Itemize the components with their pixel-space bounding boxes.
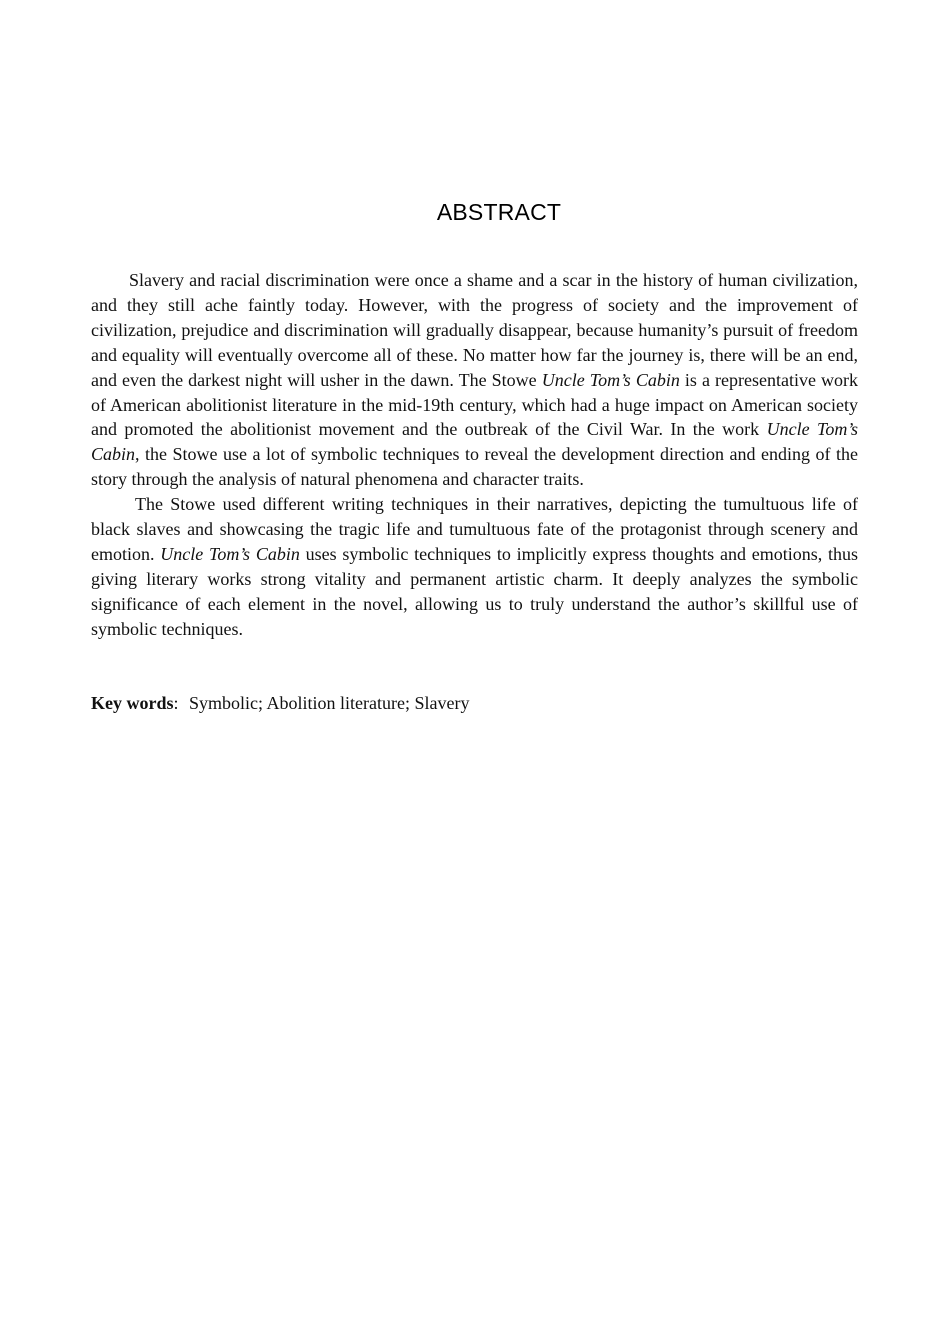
book-title-italic: Uncle Tom’s Cabin — [160, 543, 300, 564]
paragraph-1-text-b: is a representative work of American abolitionist literature in the mid-19th century, which had a huge impact on American society and promoted the abolitionist movement and the outbreak of the Civil War. In the work — [91, 369, 858, 440]
abstract-body — [91, 268, 858, 642]
paragraph-2-text-a: The Stowe used different writing techniques in their narratives, depicting the tumultuous life of black slaves and showcasing the tragic life and tumultuous fate of the protagonist through scenery and emotion. — [91, 494, 858, 564]
book-title-italic: Uncle Tom’s Cabin — [541, 369, 680, 390]
paragraph-2-text-b: uses symbolic techniques to implicitly express thoughts and emotions, thus giving literary works strong vitality and permanent artistic charm. It deeply analyzes the symbolic significance of each element in the novel, allowing us to truly understand the author’s skillful use of symbolic techniques. — [91, 543, 858, 639]
abstract-paragraph-2 — [91, 492, 858, 641]
keywords-value: Symbolic; Abolition literature; Slavery — [189, 693, 470, 713]
book-title-italic: Uncle Tom’s Cabin — [91, 419, 858, 465]
keywords-label: Key words — [91, 693, 174, 713]
keywords-separator: : — [173, 693, 179, 713]
paragraph-1-text-a: Slavery and racial discrimination were once a shame and a scar in the history of human civilization, and they still ache faintly today. However, with the progress of society and the improvement of civilization, prejudice and discrimination will gradually disappear, because humanity’s pursuit of freedom and equality will eventually overcome all of these. No matter how far the journey is, there will be an end, and even the darkest night will usher in the dawn. The Stowe — [91, 270, 858, 390]
abstract-title: ABSTRACT — [436, 199, 562, 225]
paragraph-1-text-c: , the Stowe use a lot of symbolic techniques to reveal the development direction and ending of the story through the analysis of natural phenomena and character traits. — [91, 444, 858, 490]
abstract-paragraph-1 — [91, 268, 858, 492]
keywords-line — [91, 691, 858, 716]
